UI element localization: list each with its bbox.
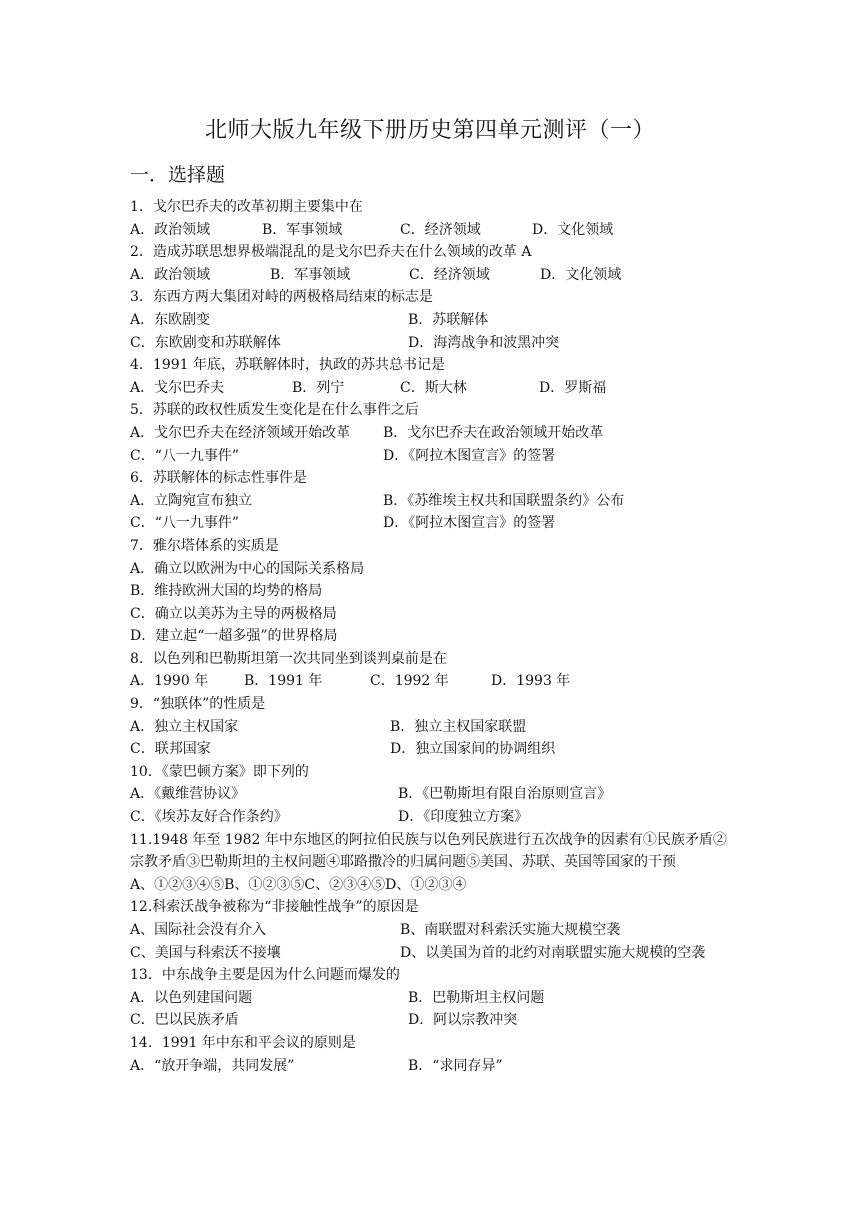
option-row (130, 1009, 740, 1032)
option-row (130, 919, 740, 942)
answer-option: D．罗斯福 (539, 379, 607, 396)
option-row (130, 445, 740, 468)
question-stem: 4．1991 年底，苏联解体时，执政的苏共总书记是 (130, 357, 445, 374)
question-stem: 5．苏联的政权性质发生变化是在什么事件之后 (130, 402, 419, 419)
answer-option: A．戈尔巴乔夫在经济领域开始改革 (130, 424, 351, 441)
answer-option: D．文化领域 (540, 266, 622, 283)
answer-option: B．《苏维埃主权共和国联盟条约》公布 (383, 492, 625, 509)
option-row (130, 490, 740, 513)
answer-option: B．戈尔巴乔夫在政治领域开始改革 (383, 424, 604, 441)
section-heading: 一．选择题 (130, 164, 226, 186)
answer-option: C．斯大林 (400, 379, 467, 396)
option-row (130, 874, 740, 897)
answer-option: C．“八一九事件” (130, 447, 240, 464)
answer-option: C、美国与科索沃不接壤 (130, 944, 281, 961)
question-stem: 8．以色列和巴勒斯坦第一次共同坐到谈判桌前是在 (130, 650, 447, 667)
question-stem: 14．1991 年中东和平会议的原则是 (130, 1034, 356, 1051)
option-row (130, 603, 740, 626)
answer-option: A．政治领域 (130, 266, 211, 283)
answer-option: B．维持欧洲大国的均势的格局 (130, 583, 323, 600)
answer-option: D．《阿拉木图宣言》的签署 (383, 515, 556, 532)
answer-option: D、以美国为首的北约对南联盟实施大规模的空袭 (400, 944, 706, 961)
answer-option: A．以色列建国问题 (130, 989, 253, 1006)
option-row (130, 942, 740, 965)
answer-option: C．联邦国家 (130, 741, 211, 758)
question-stem: 7．雅尔塔体系的实质是 (130, 537, 279, 554)
answer-option: A、国际社会没有介入 (130, 922, 267, 938)
answer-option: D．建立起“一超多强”的世界格局 (130, 628, 338, 645)
answer-option: D．阿以宗教冲突 (408, 1012, 518, 1029)
question-stem: 6．苏联解体的标志性事件是 (130, 470, 307, 487)
answer-option: A．1990 年 (130, 673, 209, 690)
option-row (130, 219, 740, 242)
answer-option: A．立陶宛宣布独立 (130, 492, 253, 509)
question-stem: 3．东西方两大集团对峙的两极格局结束的标志是 (130, 289, 433, 306)
answer-option: D．1993 年 (491, 673, 571, 690)
answer-option: A．确立以欧洲为中心的国际关系格局 (130, 560, 365, 577)
answer-option: A．“放开争端，共同发展” (130, 1057, 295, 1074)
answer-option: B．独立主权国家联盟 (390, 718, 527, 735)
question-stem: 10．《蒙巴顿方案》即下列的 (130, 763, 309, 780)
question-stem: 12.科索沃战争被称为“非接触性战争”的原因是 (130, 899, 419, 916)
option-row (130, 806, 740, 829)
answer-option: C．经济领域 (409, 266, 490, 283)
option-row (130, 783, 740, 806)
answer-option: C．东欧剧变和苏联解体 (130, 334, 281, 351)
option-row (130, 309, 740, 332)
answer-option: C．确立以美苏为主导的两极格局 (130, 605, 337, 622)
question-stem: 11.1948 年至 1982 年中东地区的阿拉伯民族与以色列民族进行五次战争的因素有①民族矛盾②宗教矛盾③巴勒斯坦的主权问题④耶路撒冷的归属问题⑤美国、苏联、英国等国家的干预 (130, 831, 727, 871)
answer-option: B．列宁 (292, 379, 345, 396)
option-row (130, 716, 740, 739)
answer-option: D．《阿拉木图宣言》的签署 (383, 447, 556, 464)
option-row (130, 670, 740, 693)
option-row (130, 264, 740, 287)
question-list (130, 196, 740, 1077)
answer-option: C．《埃苏友好合作条约》 (130, 809, 288, 826)
option-row (130, 377, 740, 400)
answer-option: C．经济领域 (400, 221, 481, 238)
answer-option: B．军事领域 (262, 221, 343, 238)
question-stem: 2．造成苏联思想界极端混乱的是戈尔巴乔夫在什么领域的改革 A (130, 244, 532, 261)
option-row (130, 332, 740, 355)
answer-option: B．1991 年 (244, 673, 323, 690)
option-row (130, 512, 740, 535)
option-row (130, 580, 740, 603)
answer-option: D．独立国家间的协调组织 (390, 741, 556, 758)
answer-option: B．军事领域 (270, 266, 351, 283)
option-row (130, 625, 740, 648)
answer-option: A．政治领域 (130, 221, 211, 238)
answer-option: B．《巴勒斯坦有限自治原则宣言》 (398, 786, 612, 803)
document-title: 北师大版九年级下册历史第四单元测评（一） (204, 118, 655, 143)
option-row (130, 1055, 740, 1078)
answer-option: C．巴以民族矛盾 (130, 1012, 239, 1029)
question-stem: 1．戈尔巴乔夫的改革初期主要集中在 (130, 199, 363, 215)
answer-option: B．苏联解体 (408, 311, 489, 328)
answer-option: A、①②③④⑤B、①②③⑤C、②③④⑤D、①②③④ (130, 876, 467, 893)
answer-option: A．戈尔巴乔夫 (130, 379, 225, 396)
answer-option: A．东欧剧变 (130, 311, 211, 328)
option-row (130, 422, 740, 445)
option-row (130, 738, 740, 761)
answer-option: D．海湾战争和波黑冲突 (408, 334, 560, 351)
answer-option: C．“八一九事件” (130, 515, 240, 532)
option-row (130, 558, 740, 581)
answer-option: B．“求同存异” (408, 1057, 503, 1074)
answer-option: A．独立主权国家 (130, 718, 239, 735)
answer-option: A．《戴维营协议》 (130, 786, 246, 803)
answer-option: D．文化领域 (532, 221, 614, 238)
option-row (130, 987, 740, 1010)
question-stem: 13．中东战争主要是因为什么问题而爆发的 (130, 967, 400, 984)
question-stem: 9．“独联体”的性质是 (130, 696, 266, 713)
answer-option: D．《印度独立方案》 (398, 809, 529, 826)
answer-option: C．1992 年 (370, 673, 449, 690)
answer-option: B．巴勒斯坦主权问题 (408, 989, 545, 1006)
answer-option: B、南联盟对科索沃实施大规模空袭 (400, 922, 621, 938)
